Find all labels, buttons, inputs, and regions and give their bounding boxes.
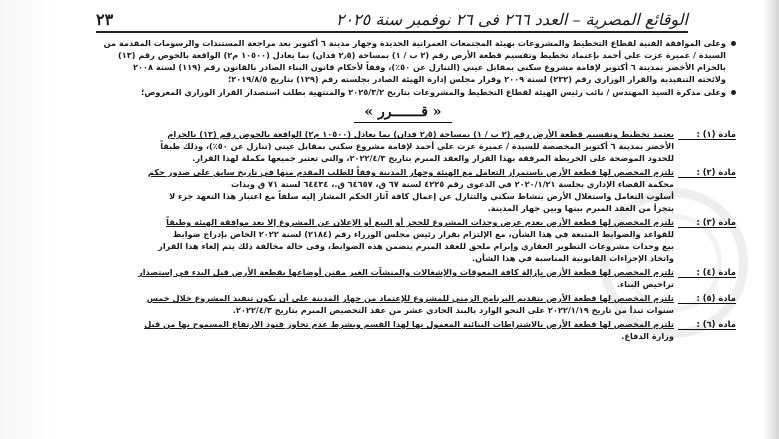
article-line: تلتزم المخصص لها قطعة الأرض بالاشتراطات البنائية المعمول بها لهذا القسم وبشرط عدم تجاوز قيود الارتفاع المسموح بها من قبل [144, 319, 674, 329]
article-label: مادة (٢) : [678, 166, 736, 178]
article-label: مادة (٥) : [678, 292, 736, 304]
preamble-list [70, 37, 736, 98]
article-label: مادة (٦) : [678, 318, 736, 330]
page-binding-shadow [763, 0, 779, 439]
article-line: تراخيص البناء. [616, 279, 674, 289]
preamble-line: السيدة / عميرة عزت علي أحمد بإعتماد تخطيط وتقسيم قطعة الأرض رقم (٢ ب / ١) بمساحة (٢٫٥ فدان) بما يعادل (١٠٥٠٠ م٢) الواقعة بالحوض رقم (١٣) [118, 50, 726, 60]
article-line: تلتزم المخصص لها قطعة الأرض بإزالة كافة المعوقات والإشغالات والمنشآت الغير مقنن أوضاعها بقطعة الأرض قبل البدء في إستصدار [138, 267, 674, 277]
article-line: أسلوب التعامل واستغلال الأرض بنشاط سكني والتنازل عن إعمال كافة آثار الحكم المشار إليه سلفاً مع اعتبار هذا التعهد جزء لا [169, 191, 674, 201]
article-line: للقواعد والضوابط المتبعة في هذا الشأن، مع الإلتزام بقرار رئيس مجلس الوزراء رقم (٢١٨٤) لسنة ٢٠٢٢ الخاص بإدراج ضوابط [172, 229, 674, 239]
article-text [70, 128, 678, 164]
article-text [70, 266, 678, 290]
article-line: واتخاذ الإجراءات القانونية المناسبة في هذا الشأن. [472, 253, 674, 263]
article-label: مادة (١) : [678, 128, 736, 140]
article-line: يعتمد تخطيط وتقسيم قطعة الأرض رقم (٢ ب / ١) بمساحة (٢٫٥ فدان) بما يعادل (١٠٥٠٠ م٢) الواقعة بالحوض رقم (١٣) بالحزام [167, 129, 674, 139]
article-line: بيع وحدات مشروعات التطوير العقاري وإبرام ملحق للعقد المبرم يتضمن هذه الضوابط، وفى حالة مخالفة ذلك يتم إلغاء هذا القرار [158, 241, 674, 251]
article-label: مادة (٤) : [678, 266, 736, 278]
header-rule [96, 31, 688, 33]
article-line: محكمة القضاء الإداري بجلسة ٢٠٢٠/١/٢١ في الدعوى رقم ٤٢٢٥ لسنة ٦٧ ق، ٦٤٦٥٧ ق.، ٦٤٤٣٤ لسنة ٧١ ق وبذات [231, 179, 674, 189]
article-text [70, 166, 678, 214]
article-text [70, 318, 678, 342]
document-body [70, 37, 736, 437]
article-line: وزارة الدفاع. [621, 331, 674, 341]
article-line: للحدود الموضحة على الخريطة المرفقة بهذا القرار والعقد المبرم بتاريخ ٢٠٢٢/٤/٣، والتي تعتبر جميعها مكملة لهذا القرار. [192, 153, 674, 163]
article-line: يتجزأ من العقد المبرم بينها وبين جهاز المدينة. [487, 203, 674, 213]
article-line: سنوات تبدأ من تاريخ ٢٠٢٢/١/١٩ على النحو الوارد بالبند الحادي عشر من عقد التخصيص المبرم بتاريخ ٢٠٢٢/٤/٣. [232, 305, 674, 315]
preamble-paragraph [70, 86, 736, 98]
page-number: ٢٣ [96, 9, 114, 29]
page-header [96, 8, 688, 30]
article [70, 128, 736, 164]
article-line: تلتزم المخصص لها قطعة الأرض بعدم عرض وحدات المشروع للحجز أو البيع أو الإعلان عن المشروع إلا بعد موافقة الهيئة وطبقاً [166, 217, 674, 227]
preamble-line: وعلى مذكرة السيد المهندس / نائب رئيس الهيئة لقطاع التخطيط والمشروعات بتاريخ ٢٠٢٥/٣/٢ والمنتهية بطلب استصدار القرار الوزاري المعروض؛ [141, 87, 726, 97]
article-label: مادة (٣) : [678, 216, 736, 228]
article-line: الأخضر بمدينة ٦ أكتوبر المخصصة للسيدة / عميرة عزت علي أحمد لإقامة مشروع سكني بمقابل عيني (تنازل عن ٥٠٪)، وذلك طبقاً [160, 141, 674, 151]
preamble-paragraph [70, 37, 736, 85]
article-line: تلتزم المخصص لها قطعة الأرض باستمرار التعامل مع الهيئة وجهاز المدينة وفقاً للطلب المقدم منها في تاريخ سابق على صدور حكم [147, 167, 674, 177]
preamble-line: وعلى الموافقة الفنية لقطاع التخطيط والمشروعات بهيئة المجتمعات العمرانية الجديدة وجهاز مدينة ٦ أكتوبر بعد مراجعة المستندات والرسومات المقدمة من [103, 38, 726, 48]
decree-title-wrap [70, 101, 736, 125]
article-line: تلتزم المخصص لها قطعة الأرض بتقديم البرنامج الزمني للمشروع للإعتماد من جهاز المدينة على أن يكون تنفيذ المشروع خلال خمس [146, 293, 674, 303]
article [70, 216, 736, 264]
article [70, 266, 736, 290]
bullet-icon [731, 41, 736, 46]
article [70, 292, 736, 316]
gazette-header-title: الوقائع المصرية – العدد ٢٦٦ فى ٢٦ نوفمبر سنة ٢٠٢٥ [335, 9, 688, 29]
preamble-line: بالحزام الأخضر بمدينة ٦ أكتوبر لإقامة مشروع سكني بمقابل عيني (التنازل عن ٥٠٪)، وفقاً لأحكام قانون البناء الصادر بالقانون رقم (١١٩) لسنة ٢٠٠٨ [133, 62, 726, 72]
article-text [70, 216, 678, 264]
article [70, 318, 736, 342]
preamble-line: ولائحته التنفيذية والقرار الوزاري رقم (٢٣٢) لسنة ٢٠٠٩ وقرار مجلس إدارة الهيئة الصادر بجلسته رقم (١٢٩) بتاريخ ٢٠١٩/٨/٥؛ [228, 74, 726, 84]
decree-title: « قـــــــرر » [354, 102, 451, 123]
article-text [70, 292, 678, 316]
page-left-margin [0, 0, 58, 439]
article [70, 166, 736, 214]
bullet-icon [731, 90, 736, 95]
articles-list [70, 128, 736, 342]
